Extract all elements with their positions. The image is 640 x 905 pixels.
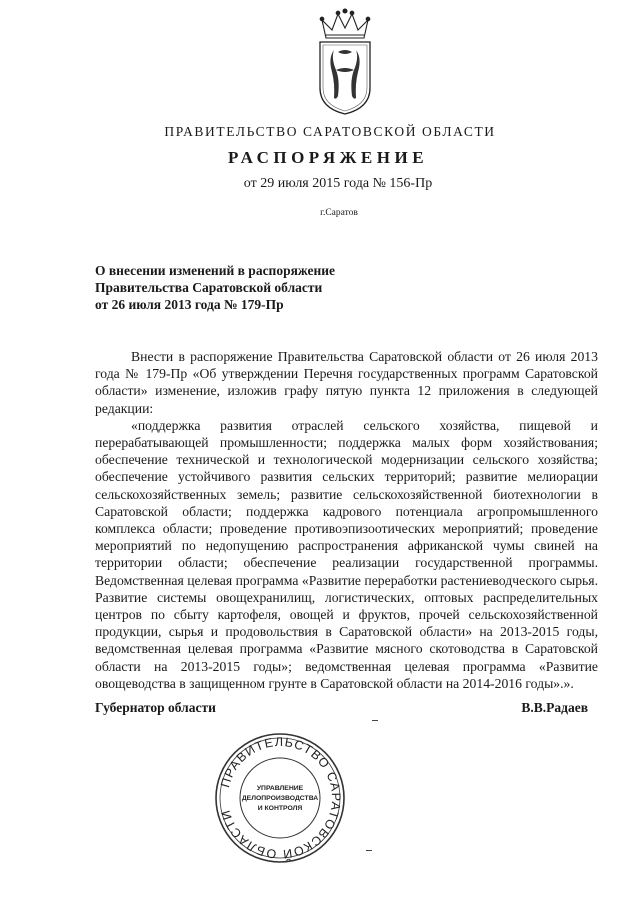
document-subject	[95, 262, 425, 313]
official-stamp-icon	[214, 732, 346, 864]
document-date-number: от 29 июля 2015 года № 156-Пр	[243, 176, 433, 191]
stamp-center-line: ДЕЛОПРОИЗВОДСТВА	[241, 795, 319, 802]
scan-speck	[372, 720, 378, 721]
issuing-authority: ПРАВИТЕЛЬСТВО САРАТОВСКОЙ ОБЛАСТИ	[164, 124, 496, 139]
subject-line: Правительства Саратовской области	[95, 280, 323, 295]
scan-speck	[366, 850, 372, 851]
body-paragraph: Внести в распоряжение Правительства Саратовской области от 26 июля 2013 года № 179-Пр «Об утверждении Перечня государственных программ Саратовской области» изменение, изложив графу пятую пункта 12 приложения в следующей редакции:	[95, 349, 598, 416]
document-body	[95, 348, 598, 692]
subject-line: от 26 июля 2013 года № 179-Пр	[95, 297, 284, 312]
signatory-title: Губернатор области	[95, 700, 216, 715]
subject-line: О внесении изменений в распоряжение	[95, 263, 336, 278]
document-type: РАСПОРЯЖЕНИЕ	[227, 148, 429, 167]
stamp-ring-text: ПРАВИТЕЛЬСТВО САРАТОВСКОЙ ОБЛАСТИ	[218, 734, 344, 862]
coat-of-arms-icon	[314, 8, 376, 116]
body-paragraph: «поддержка развития отраслей сельского хозяйства, пищевой и перерабатывающей промышленности; поддержка малых форм хозяйствования; обеспечение технической и технологической модернизации сельского хозяйства; обеспечение устойчивого развития сельских территорий; развитие мелиорации сельскохозяйственных земель; развитие сельскохозяйственной биотехнологии в Саратовской области; поддержка кадрового потенциала агропромышленного комплекса области; проведение противоэпизоотических мероприятий; проведение мероприятий по недопущению распространения африканской чумы свиней на территории области; обеспечение реализации государственной программы. Ведомственная целевая программа «Развитие переработки растениеводческого сырья. Развитие системы овощехранилищ, логистических, оптовых распределительных центров по сбыту картофеля, овощей и фруктов, прочей сельскохозяйственной продукции, сырья и продовольствия в Саратовской области» на 2013-2015 годы, ведомственная целевая программа «Развитие мясного скотоводства в Саратовской области на 2013-2015 годы»; ведомственная целевая программа «Развитие овощеводства в защищенном грунте в Саратовской области на 2014-2016 годы».».	[95, 417, 598, 691]
document-city: г.Саратов	[320, 208, 358, 218]
signatory-name: В.В.Радаев	[521, 700, 588, 715]
stamp-center-line: И КОНТРОЛЯ	[257, 805, 303, 812]
stamp-center-line: УПРАВЛЕНИЕ	[256, 785, 304, 792]
